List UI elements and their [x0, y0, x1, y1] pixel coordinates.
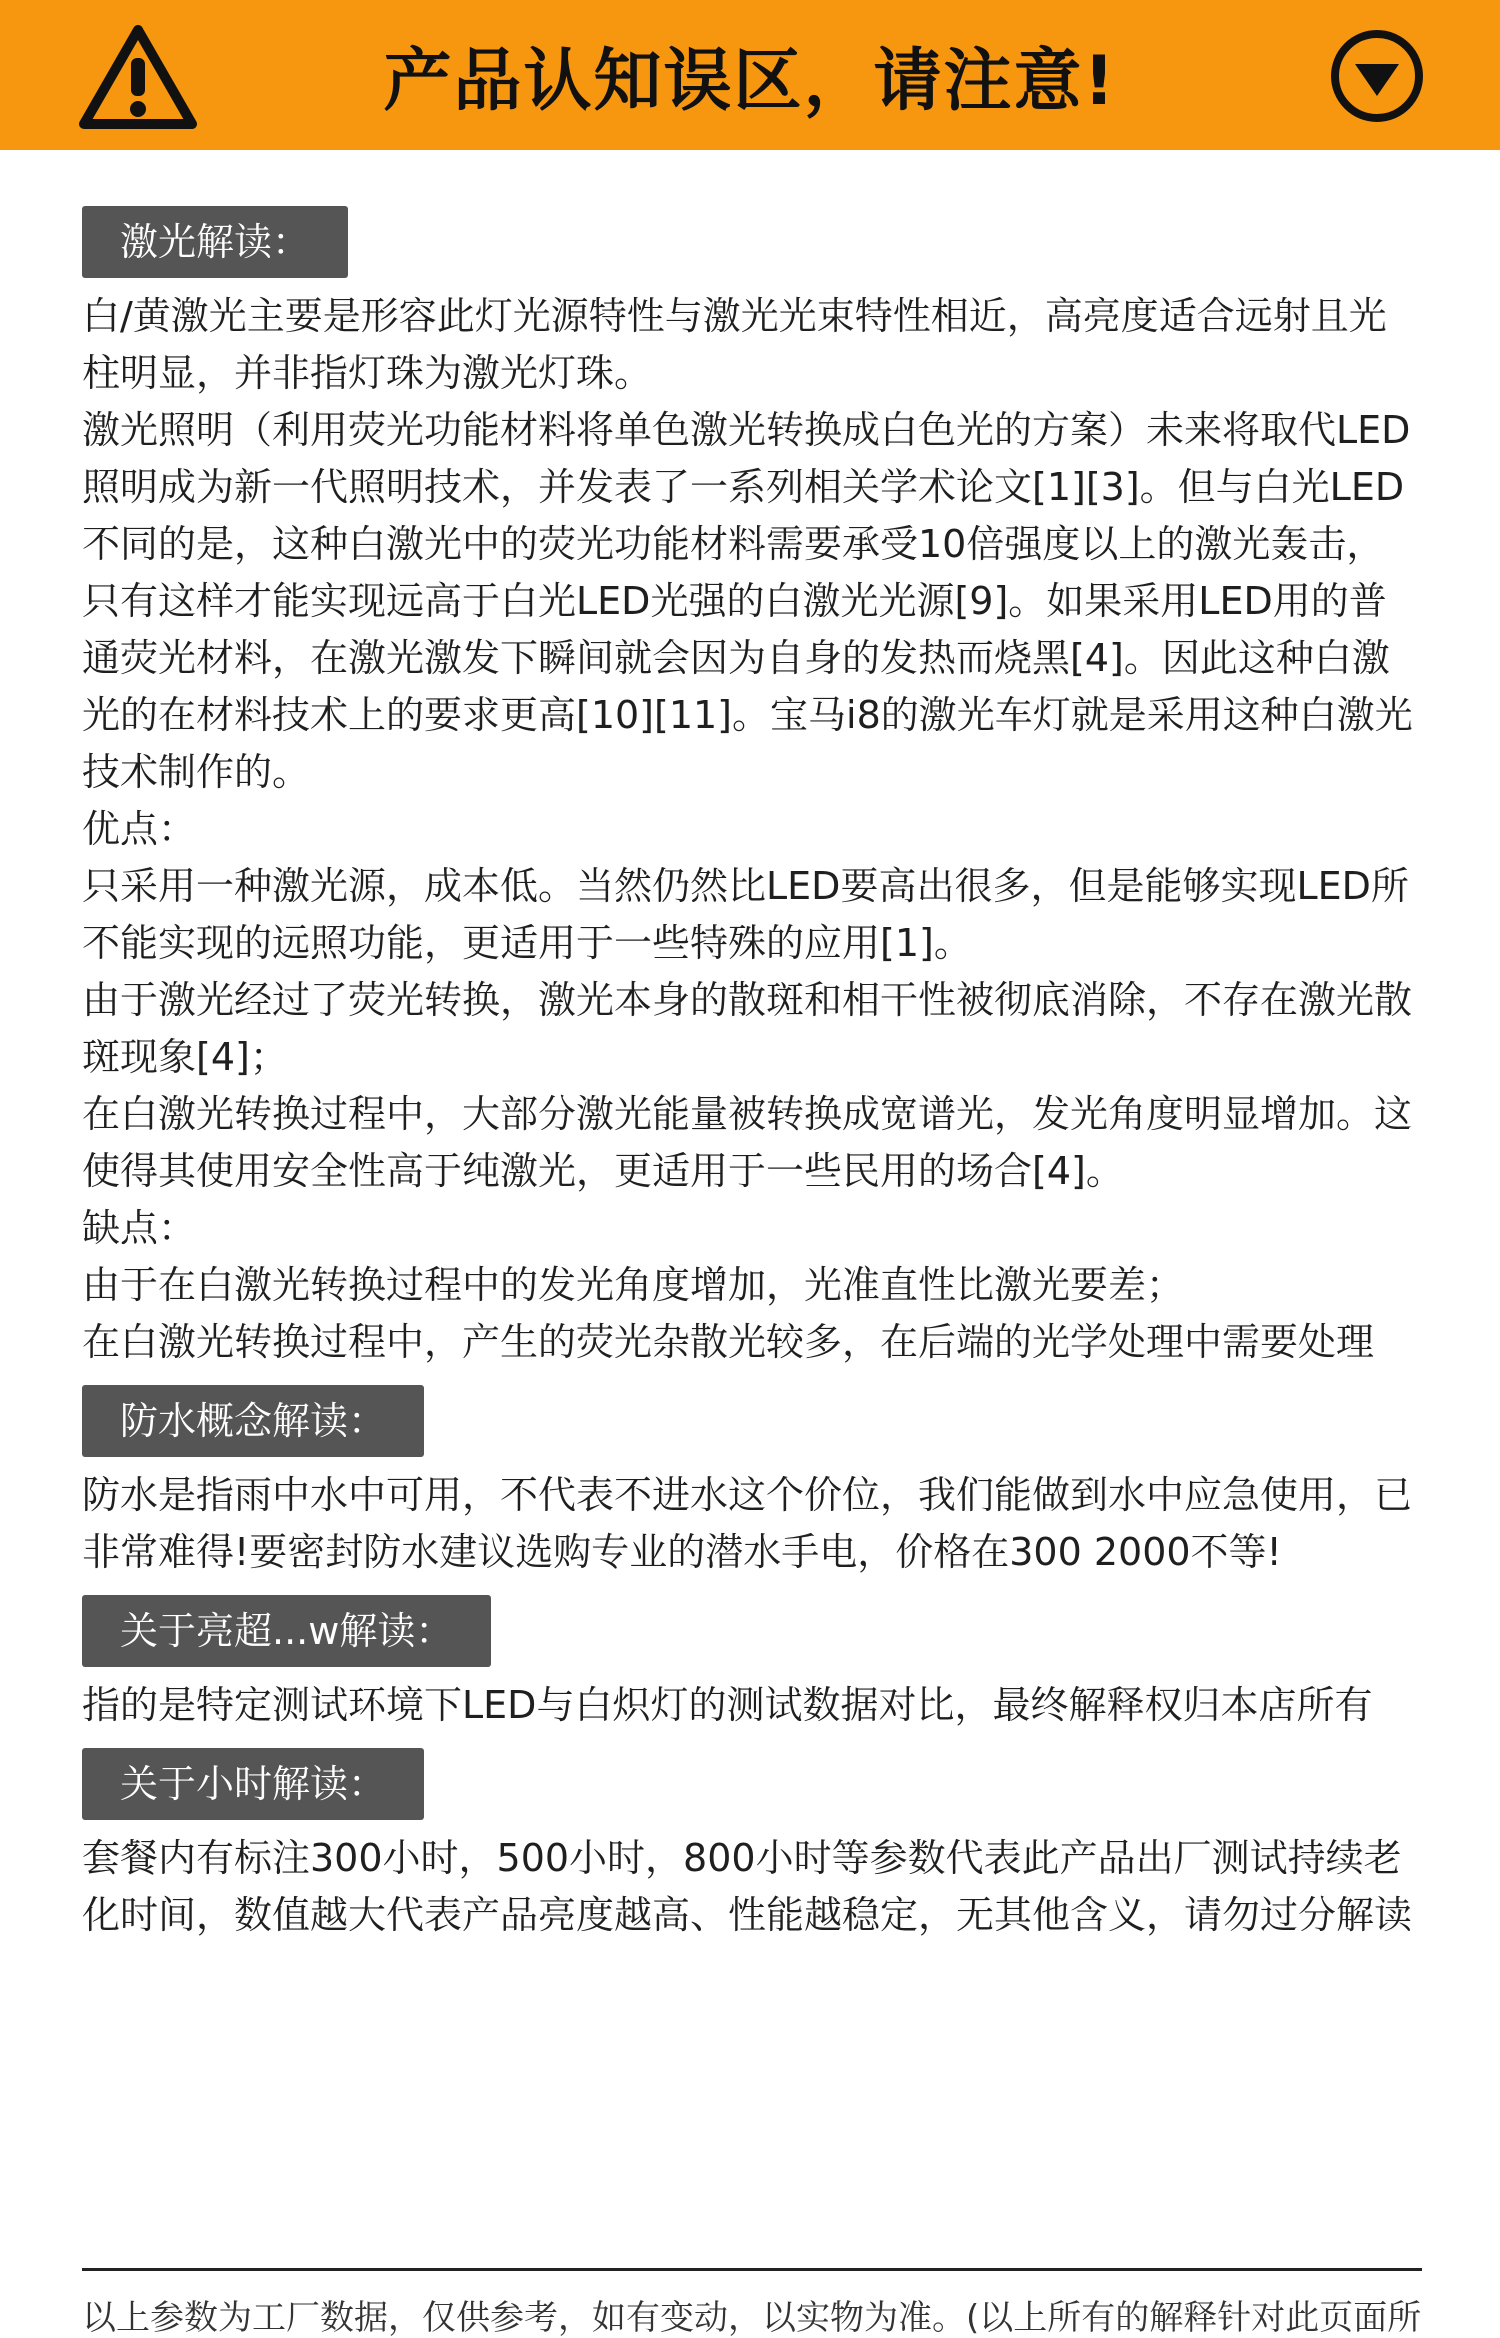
paragraph: 指的是特定测试环境下LED与白炽灯的测试数据对比，最终解释权归本店所有	[82, 1683, 1373, 1727]
section-tag-laser: 激光解读：	[82, 206, 348, 278]
paragraph: 激光照明（利用荧光功能材料将单色激光转换成白色光的方案）未来将取代LED照明成为新一代照明技术，并发表了一系列相关学术论文[1][3]。但与白光LED不同的是，这种白激光中的荧光功能材料需要承受10倍强度以上的激光轰击，只有这样才能实现远高于白光LED光强的白激光光源[9]。如果采用LED用的普通荧光材料，在激光激发下瞬间就会因为自身的发热而烧黑[4]。因此这种白激光的在材料技术上的要求更高[10][11]。宝马i8的激光车灯就是采用这种白激光技术制作的。	[82, 408, 1413, 794]
paragraph: 防水是指雨中水中可用，不代表不进水这个价位，我们能做到水中应急使用，已非常难得!要密封防水建议选购专业的潜水手电，价格在300 2000不等!	[82, 1473, 1413, 1574]
section-brightness	[82, 1581, 1422, 1734]
paragraph: 在白激光转换过程中，大部分激光能量被转换成宽谱光，发光角度明显增加。这使得其使用安全性高于纯激光，更适用于一些民用的场合[4]。	[82, 1092, 1413, 1193]
footnote: 以上参数为工厂数据，仅供参考，如有变动，以实物为准。(以上所有的解释针对此页面所	[82, 2298, 1422, 2338]
section-hours	[82, 1734, 1422, 1944]
section-tag-hours: 关于小时解读：	[82, 1748, 424, 1820]
section-laser	[82, 206, 1422, 1371]
circle-down-arrow-icon[interactable]	[1329, 28, 1425, 124]
paragraph: 在白激光转换过程中，产生的荧光杂散光较多，在后端的光学处理中需要处理	[82, 1320, 1375, 1364]
warning-triangle-icon	[78, 22, 198, 132]
paragraph-heading-cons: 缺点：	[82, 1206, 197, 1250]
paragraph: 由于在白激光转换过程中的发光角度增加，光准直性比激光要差；	[82, 1263, 1185, 1307]
section-tag-waterproof: 防水概念解读：	[82, 1385, 424, 1457]
content-area	[82, 206, 1422, 1944]
section-waterproof	[82, 1371, 1422, 1581]
paragraph-heading-pros: 优点：	[82, 807, 197, 851]
divider	[82, 2268, 1422, 2271]
paragraph: 套餐内有标注300小时，500小时，800小时等参数代表此产品出厂测试持续老化时间，数值越大代表产品亮度越高、性能越稳定，无其他含义，请勿过分解读	[82, 1836, 1413, 1937]
banner-title: 产品认知误区，请注意!	[383, 41, 1117, 121]
paragraph: 白/黄激光主要是形容此灯光源特性与激光光束特性相近，高亮度适合远射且光柱明显，并非指灯珠为激光灯珠。	[82, 294, 1387, 395]
paragraph: 由于激光经过了荧光转换，激光本身的散斑和相干性被彻底消除，不存在激光散斑现象[4]；	[82, 978, 1413, 1079]
warning-banner	[0, 0, 1500, 150]
section-tag-brightness: 关于亮超...w解读：	[82, 1595, 491, 1667]
paragraph: 只采用一种激光源，成本低。当然仍然比LED要高出很多，但是能够实现LED所不能实现的远照功能，更适用于一些特殊的应用[1]。	[82, 864, 1409, 965]
